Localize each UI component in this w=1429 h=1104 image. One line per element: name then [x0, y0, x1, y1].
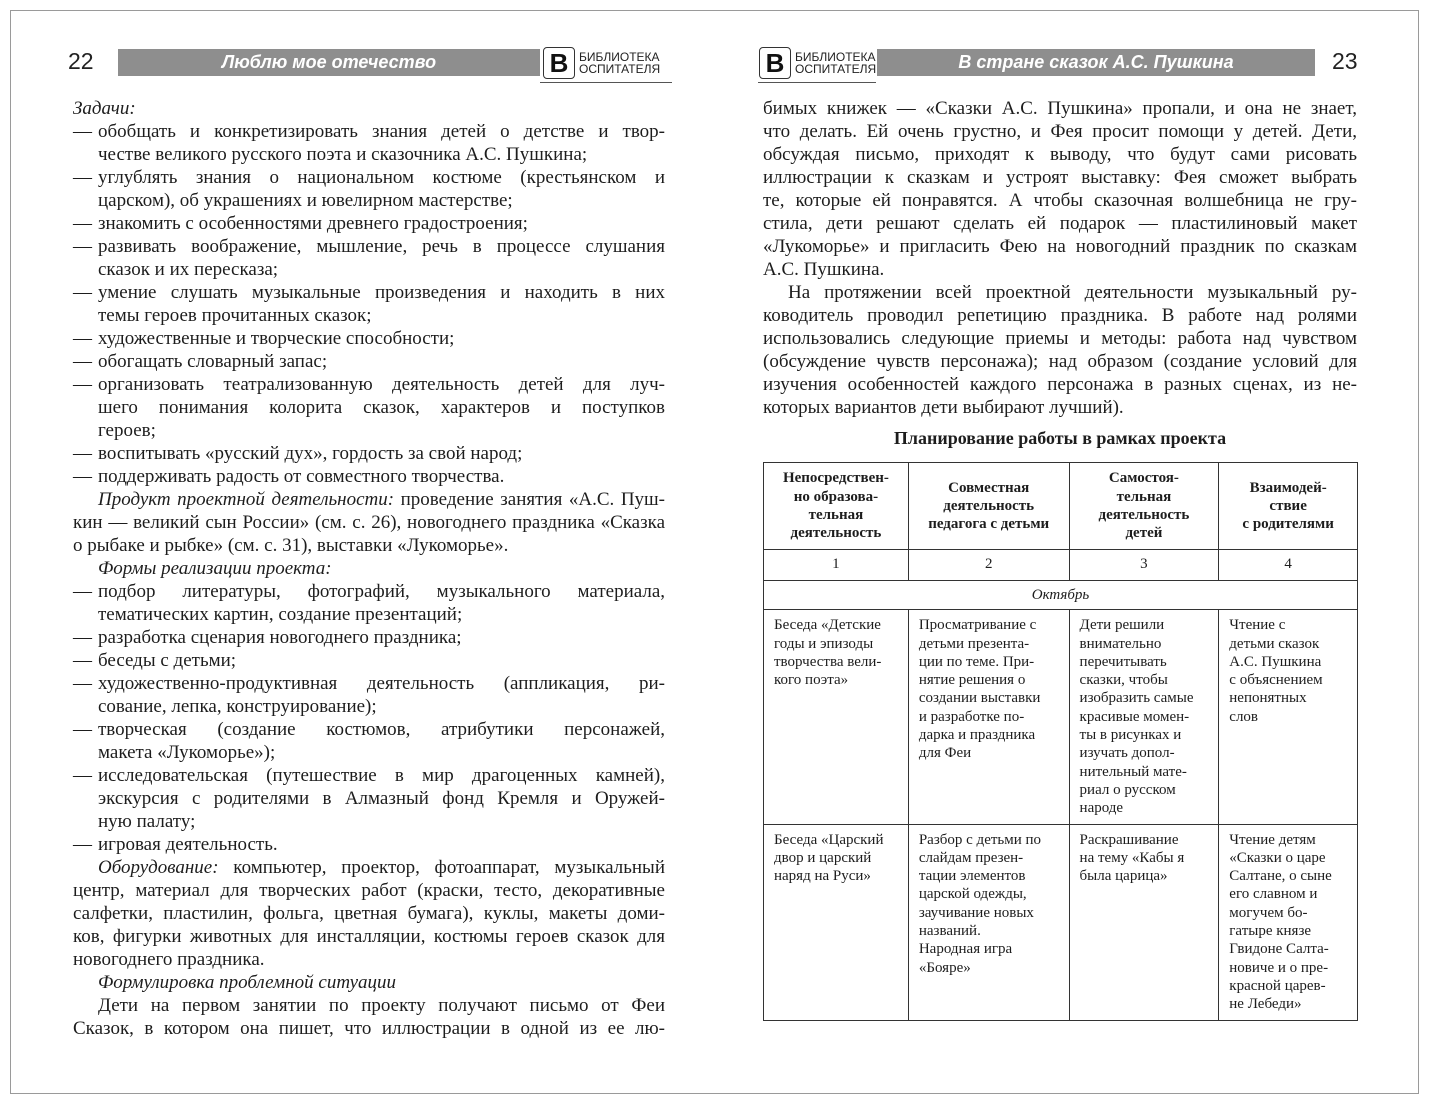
line-text: сказок и их пересказа; [98, 259, 279, 280]
table-cell: Беседа «Царский двор и царский наряд на Руси» [764, 824, 909, 1020]
text-line [73, 948, 665, 971]
header-rule [540, 82, 672, 83]
text-line [763, 143, 1357, 166]
line-text: воспитывать «русский дух», гордость за свой народ; [98, 443, 523, 464]
text-line [73, 741, 665, 764]
text-line [73, 488, 665, 511]
line-text: салфетки, пластилин, фольга, цветная бумага), куклы, макеты доми- [73, 903, 665, 924]
table-cell: Раскрашивание на тему «Кабы я была царица» [1069, 824, 1219, 1020]
line-text: новогоднего праздника. [73, 949, 265, 970]
left-page-body [73, 97, 665, 1040]
line-text: игровая деятельность. [98, 834, 278, 855]
line-text: проведение занятия «А.С. Пуш- [394, 489, 665, 510]
right-page-body [763, 97, 1357, 419]
line-text: развивать воображение, мышление, речь в процессе слушания [98, 236, 665, 257]
text-line [73, 971, 665, 994]
text-line [73, 442, 665, 465]
table-cell: Дети решили внимательно перечитывать сказки, чтобы изобразить самые красивые момен- ты в рисунках и изучать допол- нительный мате- риал о русском народе [1069, 610, 1219, 824]
column-number: 4 [1219, 550, 1358, 581]
line-text: организовать театрализованную деятельность детей для луч- [98, 374, 665, 395]
text-line [73, 1017, 665, 1040]
logo-letter: В [543, 47, 575, 79]
text-line [73, 189, 665, 212]
table-cell: Беседа «Детские годы и эпизоды творчества вели- кого поэта» [764, 610, 909, 824]
line-text: творческая (создание костюмов, атрибутики персонажей, [98, 719, 665, 740]
dash-marker: — [73, 328, 92, 349]
dash-marker: — [73, 236, 92, 257]
line-text: беседы с детьми; [98, 650, 237, 671]
dash-marker: — [73, 121, 92, 142]
logo-letter: В [759, 47, 791, 79]
line-text: (обсуждение чувств персонажа); над образом (создание условий для [763, 351, 1357, 372]
text-line [763, 258, 1357, 281]
line-text: «Лукоморье» и пригласить Фею на новогодний праздник по сказкам [763, 236, 1357, 257]
text-line [763, 327, 1357, 350]
table-cell: Разбор с детьми по слайдам презен- тации элементов царской одежды, заучивание новых названий. Народная игра «Бояре» [908, 824, 1069, 1020]
text-line [763, 396, 1357, 419]
dash-marker: — [73, 466, 92, 487]
italic-heading: Формы реализации проекта: [98, 558, 332, 579]
text-line [73, 695, 665, 718]
line-text: что делать. Ей очень грустно, и Фея просит помощи у детей. Дети, [763, 121, 1357, 142]
text-line [763, 235, 1357, 258]
line-text: ководитель проводил репетицию праздника. В работе над ролями [763, 305, 1357, 326]
text-line [73, 580, 665, 603]
text-line [73, 350, 665, 373]
line-text: кин — великий сын России» (см. с. 26), новогоднего праздника «Сказка [73, 512, 665, 533]
table-row [764, 610, 1358, 824]
line-text: тематических картин, создание презентаций; [98, 604, 463, 625]
line-text: знакомить с особенностями древнего градостроения; [98, 213, 528, 234]
text-line [73, 718, 665, 741]
line-text: ков, фигурки животных для инсталляции, костюмы героев сказок для [73, 926, 665, 947]
column-number: 1 [764, 550, 909, 581]
logo-line2: ОСПИТАТЕЛЯ [795, 62, 877, 76]
table-cell: Чтение детям «Сказки о царе Салтане, о сыне его славном и могучем бо- гатыре князе Гвидоне Салта- новиче и о пре- красной царев- не Лебеди» [1219, 824, 1358, 1020]
line-text: царском), об украшениях и ювелирном мастерстве; [98, 190, 513, 211]
text-line [73, 626, 665, 649]
text-line [73, 396, 665, 419]
text-line [73, 649, 665, 672]
text-line [73, 603, 665, 626]
column-header: Взаимодей- ствие с родителями [1219, 463, 1358, 550]
dash-marker: — [73, 581, 92, 602]
table-month-row [764, 581, 1358, 610]
line-text: иллюстрации к сказкам и устроят выставку: Фея сможет выбрать [763, 167, 1357, 188]
logo-line1: БИБЛИОТЕКА [579, 50, 660, 64]
text-line [73, 143, 665, 166]
left-publisher-logo [543, 45, 660, 81]
line-text: бимых книжек — «Сказки А.С. Пушкина» пропали, и она не знает, [763, 98, 1357, 119]
left-page-number: 22 [68, 48, 94, 74]
line-text: умение слушать музыкальные произведения и находить в них [98, 282, 665, 303]
line-text: темы героев прочитанных сказок; [98, 305, 372, 326]
dash-marker: — [73, 351, 92, 372]
dash-marker: — [73, 443, 92, 464]
right-page-number: 23 [1332, 48, 1358, 74]
text-line [73, 235, 665, 258]
column-number: 3 [1069, 550, 1219, 581]
logo-line2: ОСПИТАТЕЛЯ [579, 62, 661, 76]
line-text: ную палату; [98, 811, 196, 832]
right-running-head: В стране сказок А.С. Пушкина [877, 49, 1315, 76]
text-line [73, 304, 665, 327]
table-row [764, 824, 1358, 1020]
line-text: сование, лепка, конструирование); [98, 696, 377, 717]
text-line [73, 925, 665, 948]
text-line [73, 511, 665, 534]
text-line [73, 879, 665, 902]
table-number-row [764, 550, 1358, 581]
line-text: На протяжении всей проектной деятельности музыкальный ру- [788, 282, 1357, 303]
dash-marker: — [73, 673, 92, 694]
dash-marker: — [73, 834, 92, 855]
dash-marker: — [73, 167, 92, 188]
text-line [73, 281, 665, 304]
text-line [73, 764, 665, 787]
line-text: честве великого русского поэта и сказочника А.С. Пушкина; [98, 144, 588, 165]
table-cell: Просматривание с детьми презента- ции по теме. При- нятие решения о создании выставки и разработке по- дарка и праздника для Феи [908, 610, 1069, 824]
line-text: о рыбаке и рыбке» (см. с. 31), выставки «Лукоморье». [73, 535, 509, 556]
text-line [73, 833, 665, 856]
line-text: обсуждая письмо, приходят к выводу, что будут сами рисовать [763, 144, 1357, 165]
text-line [763, 189, 1357, 212]
text-line [73, 856, 665, 879]
dash-marker: — [73, 282, 92, 303]
month-label: Октябрь [764, 581, 1358, 610]
italic-heading: Формулировка проблемной ситуации [98, 972, 397, 993]
line-text: экскурсия с родителями в Алмазный фонд Кремля и Оружей- [98, 788, 665, 809]
logo-line1: БИБЛИОТЕКА [795, 50, 876, 64]
text-line [73, 994, 665, 1017]
line-text: центр, материал для творческих работ (краски, тесто, декоративные [73, 880, 665, 901]
line-text: художественно-продуктивная деятельность (аппликация, ри- [98, 673, 665, 694]
text-line [763, 97, 1357, 120]
text-line [763, 350, 1357, 373]
line-text: компьютер, проектор, фотоаппарат, музыкальный [218, 857, 665, 878]
line-text: художественные и творческие способности; [98, 328, 455, 349]
text-line [73, 465, 665, 488]
dash-marker: — [73, 650, 92, 671]
text-line [73, 810, 665, 833]
italic-heading: Оборудование: [98, 857, 219, 878]
column-header: Совместная деятельность педагога с детьми [908, 463, 1069, 550]
dash-marker: — [73, 765, 92, 786]
text-line [73, 166, 665, 189]
line-text: те, которые ей понравятся. А чтобы сказочная волшебница не гру- [763, 190, 1357, 211]
text-line [73, 557, 665, 580]
right-publisher-logo [759, 45, 876, 81]
text-line [763, 166, 1357, 189]
text-line [73, 373, 665, 396]
line-text: обобщать и конкретизировать знания детей о детстве и твор- [98, 121, 665, 142]
table-header-row [764, 463, 1358, 550]
text-line [73, 212, 665, 235]
line-text: шего понимания колорита сказок, характеров и поступков [98, 397, 665, 418]
left-running-head: Люблю мое отечество [118, 49, 540, 76]
text-line [73, 327, 665, 350]
line-text: которых вариантов дети выбирают лучший). [763, 397, 1124, 418]
text-line [73, 419, 665, 442]
line-text: стила, дети решают сделать ей подарок — пластилиновый макет [763, 213, 1357, 234]
header-rule [758, 82, 876, 83]
line-text: изучения особенностей каждого персонажа в разных сценах, из не- [763, 374, 1357, 395]
line-text: А.С. Пушкина. [763, 259, 885, 280]
italic-heading: Задачи: [73, 98, 136, 119]
dash-marker: — [73, 627, 92, 648]
column-number: 2 [908, 550, 1069, 581]
line-text: углублять знания о национальном костюме (крестьянском и [98, 167, 665, 188]
text-line [73, 672, 665, 695]
line-text: подбор литературы, фотографий, музыкального материала, [98, 581, 665, 602]
line-text: обогащать словарный запас; [98, 351, 328, 372]
line-text: использовались следующие приемы и методы: работа над чувством [763, 328, 1357, 349]
text-line [73, 902, 665, 925]
text-line [73, 534, 665, 557]
line-text: Сказок, в котором она пишет, что иллюстрации в одной из ее лю- [73, 1018, 665, 1039]
dash-marker: — [73, 213, 92, 234]
text-line [73, 97, 665, 120]
planning-table [763, 462, 1358, 1021]
line-text: героев; [98, 420, 156, 441]
table-title: Планирование работы в рамках проекта [893, 428, 1227, 448]
text-line [73, 120, 665, 143]
text-line [763, 212, 1357, 235]
line-text: исследовательская (путешествие в мир драгоценных камней), [98, 765, 665, 786]
text-line [763, 304, 1357, 327]
text-line [73, 258, 665, 281]
table-cell: Чтение с детьми сказок А.С. Пушкина с объяснением непонятных слов [1219, 610, 1358, 824]
dash-marker: — [73, 719, 92, 740]
text-line [763, 373, 1357, 396]
text-line [73, 787, 665, 810]
text-line [763, 281, 1357, 304]
line-text: поддерживать радость от совместного творчества. [98, 466, 505, 487]
text-line [763, 120, 1357, 143]
italic-heading: Продукт проектной деятельности: [98, 489, 395, 510]
line-text: Дети на первом занятии по проекту получают письмо от Феи [98, 995, 665, 1016]
column-header: Непосредствен- но образова- тельная деятельность [764, 463, 909, 550]
line-text: макета «Лукоморье»); [98, 742, 276, 763]
line-text: разработка сценария новогоднего праздника; [98, 627, 462, 648]
column-header: Самостоя- тельная деятельность детей [1069, 463, 1219, 550]
dash-marker: — [73, 374, 92, 395]
